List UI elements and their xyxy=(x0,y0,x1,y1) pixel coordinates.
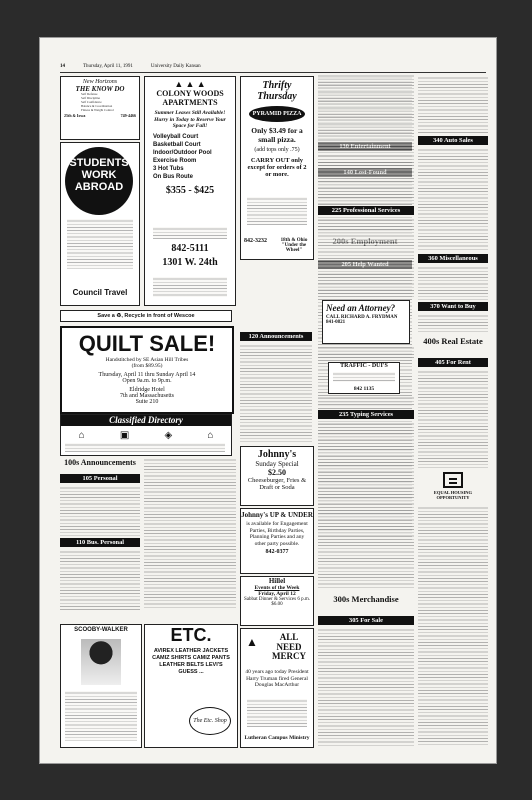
colony-phone: 842-5111 xyxy=(171,243,209,254)
newspaper-page xyxy=(40,38,496,763)
attorney-text xyxy=(318,346,414,358)
home-icon: ⌂ xyxy=(207,430,214,441)
quilt-dates: Thursday, April 11 thru Sunday April 14 xyxy=(98,372,196,378)
colony-woods-ad xyxy=(144,76,236,306)
work-abroad-text xyxy=(67,219,133,269)
colony-feature: Exercise Room xyxy=(153,157,197,164)
col5-top-text xyxy=(418,76,488,134)
recycle-text: Save a ♻, Recycle in front of Wescoe xyxy=(97,313,195,319)
new-horizons-ad xyxy=(60,76,140,140)
classified-title: Classified Directory xyxy=(61,415,231,426)
quilt-suite: Suite 210 xyxy=(135,399,159,405)
pyramid-phone: 842-3232 xyxy=(244,238,267,244)
etc-shop-logo: The Etc. Shop xyxy=(189,707,231,735)
quilt-title: QUILT SALE! xyxy=(78,331,216,356)
mercy-church: Lutheran Campus Ministry xyxy=(244,735,310,741)
attorney-ad xyxy=(322,300,410,344)
mid-top-text xyxy=(318,74,414,204)
hillel-title: Events of the Week xyxy=(254,585,300,591)
col2-listings xyxy=(144,458,236,608)
ad-item: Self Defense xyxy=(81,92,98,96)
prof-services-listings xyxy=(318,218,414,298)
pyramid-note: (add tops only .75) xyxy=(254,147,300,153)
work-abroad-ad xyxy=(60,142,140,306)
quilt-venue: Eldridge Hotel xyxy=(129,387,165,393)
bus-personal-band: 110 Bus. Personal xyxy=(60,538,140,547)
colony-title: COLONY WOODS APARTMENTS xyxy=(156,89,224,107)
column-3 xyxy=(240,74,314,753)
church-icon: ▲ xyxy=(246,635,258,649)
typing-listings xyxy=(318,422,414,590)
traffic-phone: 842 1135 xyxy=(353,386,375,392)
real-estate-heading: 400s Real Estate xyxy=(423,336,483,346)
colony-address: 1301 W. 24th xyxy=(162,257,218,268)
pyramid-line1: Thrifty xyxy=(262,80,292,91)
typing-band: 235 Typing Services xyxy=(318,410,414,419)
johnnys-party-ad xyxy=(240,508,314,574)
hillel-detail: Sabbat Dinner & Services 6 p.m. $6.00 xyxy=(244,597,310,607)
hillel-date: Friday, April 12 xyxy=(258,591,296,597)
column-2 xyxy=(144,74,236,753)
pyramid-logo: PYRAMID PIZZA xyxy=(249,106,305,122)
council-travel-logo: Council Travel xyxy=(72,288,128,297)
personal-listings xyxy=(60,486,140,536)
for-sale-band: 305 For Sale xyxy=(318,616,414,625)
johnnys-line2: Cheeseburger, Fries & Draft or Soda xyxy=(247,477,307,491)
johnnys-sunday-ad xyxy=(240,446,314,506)
announcements-heading: 100s Announcements xyxy=(64,458,136,467)
misc-listings xyxy=(418,266,488,300)
colony-footer xyxy=(153,277,227,297)
paper-name: University Daily Kansan xyxy=(150,64,201,69)
personal-band: 105 Personal xyxy=(60,474,140,483)
johnnys2-line1: Johnny's UP & UNDER xyxy=(241,511,313,519)
attorney-line2: CALL RICHARD A. FRYDMAN xyxy=(326,315,398,320)
ad-item: Fitness & Weight Control xyxy=(81,107,114,112)
tag-icon: ◈ xyxy=(164,430,173,441)
bus-personal-listings xyxy=(60,550,140,610)
scooby-figure xyxy=(81,639,121,685)
ad-address: 25th & Iowa xyxy=(64,112,86,118)
merchandise-heading: 300s Merchandise xyxy=(333,594,399,604)
pyramid-address: 18th & Ohio "Under the Wheel" xyxy=(280,238,308,253)
quilt-address: 7th and Massachusetts xyxy=(120,393,174,399)
hillel-name: Hillel xyxy=(268,577,286,585)
work-abroad-line2: WORK xyxy=(81,169,117,181)
equal-housing-icon xyxy=(443,472,463,488)
pyramid-pizza-ad xyxy=(240,76,314,260)
johnnys-price: $2.50 xyxy=(268,468,286,477)
quilt-hours: Open 9a.m. to 9p.m. xyxy=(122,378,172,384)
johnnys-name: Johnny's xyxy=(257,449,297,460)
ad-phone: 749-4466 xyxy=(120,112,136,118)
colony-feature: On Bus Route xyxy=(153,173,193,180)
pyramid-text xyxy=(247,197,307,225)
mid-right-column xyxy=(318,74,414,746)
traffic-dui-ad xyxy=(328,362,400,394)
auto-sales-band: 340 Auto Sales xyxy=(418,136,488,145)
johnnys2-phone: 842-0377 xyxy=(265,549,289,555)
colony-feature: Basketball Court xyxy=(153,141,201,148)
ad-big-title: THE KNOW DO xyxy=(75,85,125,93)
auto-listings xyxy=(418,148,488,252)
scooby-walker-ad xyxy=(60,624,142,748)
announcement-listings xyxy=(240,344,312,442)
quilt-line2: (from $89.95) xyxy=(131,363,163,369)
colony-hours xyxy=(153,227,227,239)
etc-shop-ad xyxy=(144,624,238,748)
pyramid-carry: CARRY OUT only except for orders of 2 or more. xyxy=(247,157,307,178)
colony-feature: Indoor/Outdoor Pool xyxy=(153,149,212,156)
want-to-buy-listings xyxy=(418,314,488,332)
all-need-mercy-ad xyxy=(240,628,314,748)
hillel-ad xyxy=(240,576,314,626)
attorney-line1: Need an Attorney? xyxy=(326,303,396,313)
ad-item: Self Discipline xyxy=(81,95,101,100)
colony-price: $355 - $425 xyxy=(165,184,215,196)
traffic-title: TRAFFIC - DUI'S xyxy=(340,363,388,369)
colony-feature: 3 Hot Tubs xyxy=(153,165,184,172)
briefcase-icon: ▣ xyxy=(119,430,130,441)
column-5 xyxy=(418,74,490,753)
for-rent-listings xyxy=(418,370,488,468)
ad-item: Self Confidence xyxy=(81,99,102,104)
equal-housing-text: EQUAL HOUSING OPPORTUNITY xyxy=(433,490,473,500)
ad-small-title: New Horizons xyxy=(82,79,118,85)
work-abroad-line1: STUDENTS xyxy=(69,157,129,169)
pyramid-offer: Only $3.49 for a small pizza. xyxy=(251,126,303,144)
etc-title: ETC. xyxy=(170,625,212,645)
page-header xyxy=(60,64,486,73)
pyramid-line2: Thursday xyxy=(257,91,297,102)
page-date: Thursday, April 11, 1991 xyxy=(83,64,133,69)
want-to-buy-band: 370 Want to Buy xyxy=(418,302,488,311)
attorney-phone: 841-0821 xyxy=(326,320,346,325)
traffic-text xyxy=(333,372,395,382)
mercy-text: 40 years ago today President Harry Truman fired General Douglas MacArthur xyxy=(245,669,309,688)
for-rent-band: 405 For Rent xyxy=(418,358,488,367)
mercy-title: ALL NEED MERCY xyxy=(272,632,306,661)
colony-feature: Volleyball Court xyxy=(153,133,199,140)
traffic-after-text xyxy=(318,396,414,406)
quilt-line1: Handstitched by SE Asian Hill Tribes xyxy=(105,357,189,363)
scooby-text xyxy=(65,691,137,741)
page-number: 14 xyxy=(60,64,65,69)
for-sale-listings xyxy=(318,628,414,746)
col5-bottom-listings xyxy=(418,506,488,746)
work-abroad-line3: ABROAD xyxy=(74,181,124,193)
johnnys-line1: Sunday Special xyxy=(255,460,299,468)
house-icon: ⌂ xyxy=(78,430,85,441)
prof-services-band: 225 Professional Services xyxy=(318,206,414,215)
mercy-body xyxy=(247,699,307,727)
ad-item: Balance & Coordination xyxy=(81,103,113,108)
johnnys2-line2: is available for Engagement Parties, Birthday Parties, Planning Parties and any other party possible. xyxy=(246,521,308,547)
scooby-title: SCOOBY-WALKER xyxy=(74,627,128,633)
colony-subtitle: Summer Leases Still Available! Hurry in Today to Reserve Your Space for Fall! xyxy=(154,110,226,129)
tree-icon: ▲ ▲ ▲ xyxy=(174,79,206,89)
etc-items: AVIREX LEATHER JACKETS CAMIZ SHIRTS CAMIZ PANTS LEATHER BELTS LEVI'S GUESS ... xyxy=(152,648,230,675)
work-abroad-circle xyxy=(65,147,133,215)
announcements-band: 120 Announcements xyxy=(240,332,312,341)
misc-band: 360 Miscellaneous xyxy=(418,254,488,263)
